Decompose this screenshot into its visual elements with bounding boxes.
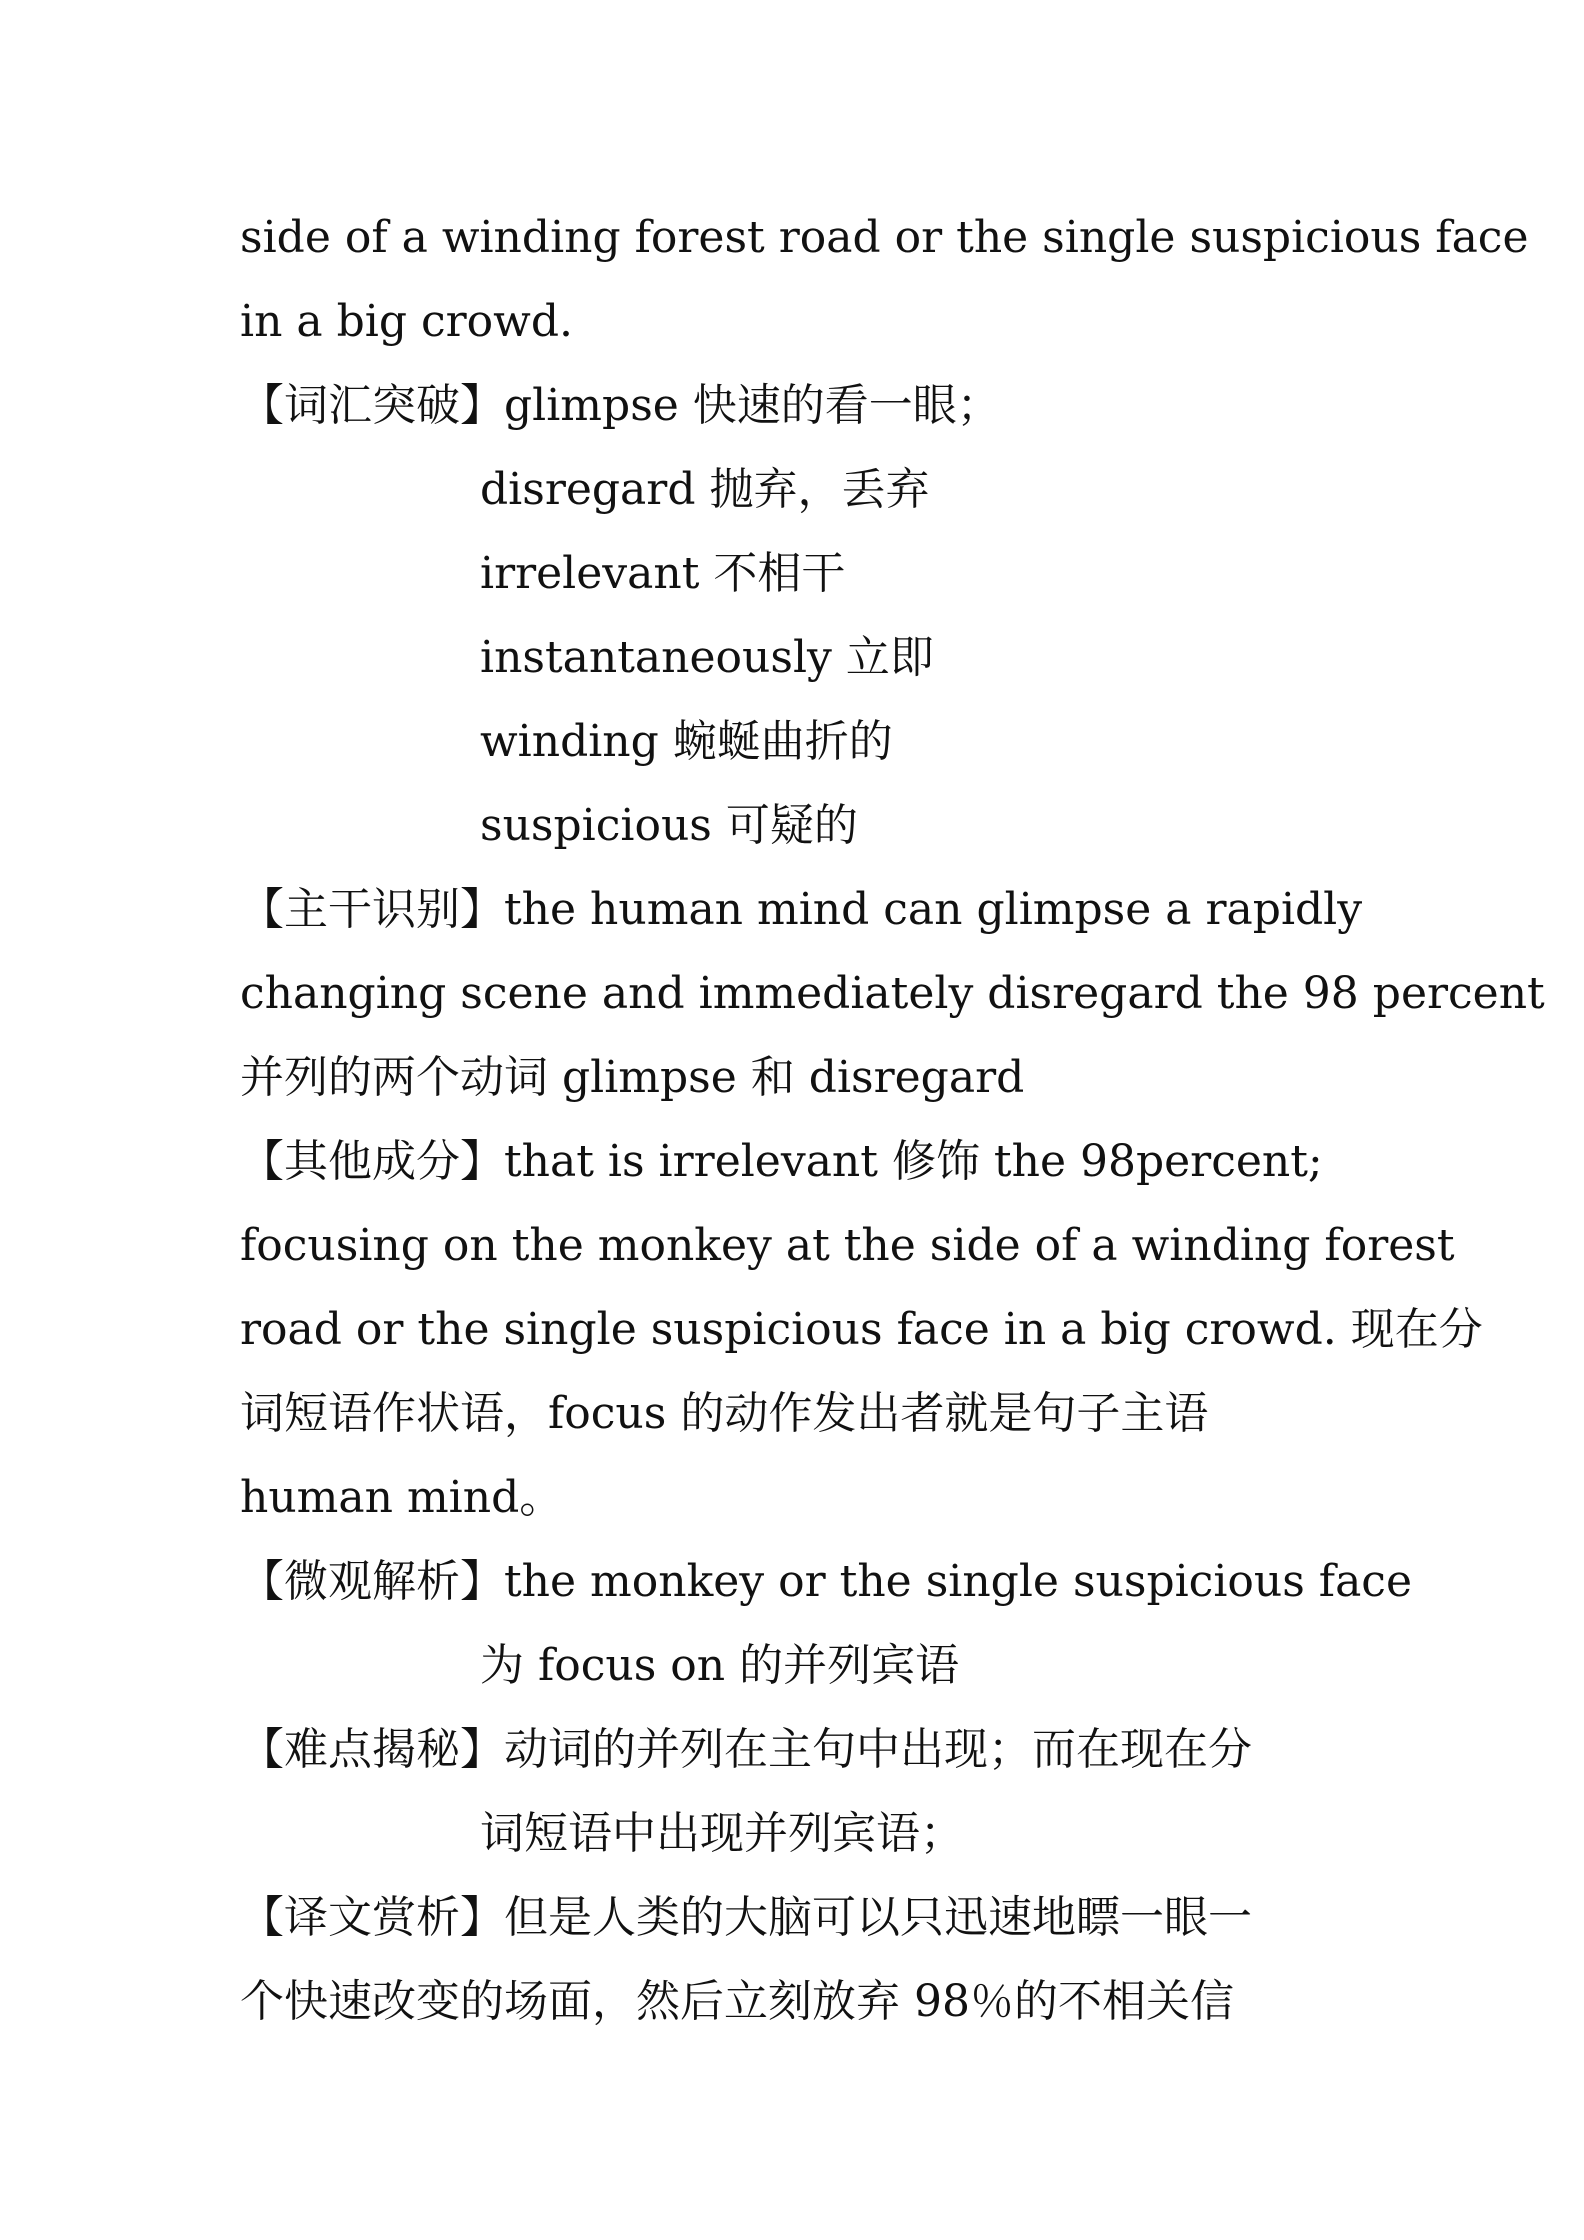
text-line: 【主干识别】the human mind can glimpse a rapidly [240,884,1363,935]
text-line: winding 蜿蜒曲折的 [480,716,893,767]
text-line: 【译文赏析】但是人类的大脑可以只迅速地瞟一眼一 [240,1892,1252,1943]
text-line: human mind。 [240,1472,564,1523]
text-line: 个快速改变的场面，然后立刻放弃 98％的不相关信 [240,1976,1234,2027]
text-line: 词短语中出现并列宾语； [480,1808,964,1859]
text-line: road or the single suspicious face in a big crowd. 现在分 [240,1304,1483,1355]
text-line: 【词汇突破】glimpse 快速的看一眼； [240,380,1001,431]
text-line: 【难点揭秘】动词的并列在主句中出现；而在现在分 [240,1724,1252,1775]
text-line: 词短语作状语，focus 的动作发出者就是句子主语 [240,1388,1209,1439]
text-line: instantaneously 立即 [480,632,934,683]
text-line: irrelevant 不相干 [480,548,846,599]
text-line: focusing on the monkey at the side of a winding forest [240,1220,1455,1271]
text-line: in a big crowd. [240,296,573,347]
text-line: suspicious 可疑的 [480,800,858,851]
text-line: side of a winding forest road or the single suspicious face [240,212,1529,263]
text-line: 为 focus on 的并列宾语 [480,1640,960,1691]
text-line: disregard 抛弃，丢弃 [480,464,930,515]
text-line: changing scene and immediately disregard the 98 percent [240,968,1545,1019]
text-line: 【其他成分】that is irrelevant 修饰 the 98percent; [240,1136,1323,1187]
text-line: 并列的两个动词 glimpse 和 disregard [240,1052,1025,1103]
document-body [240,196,1545,2044]
text-line: 【微观解析】the monkey or the single suspicious face [240,1556,1412,1607]
